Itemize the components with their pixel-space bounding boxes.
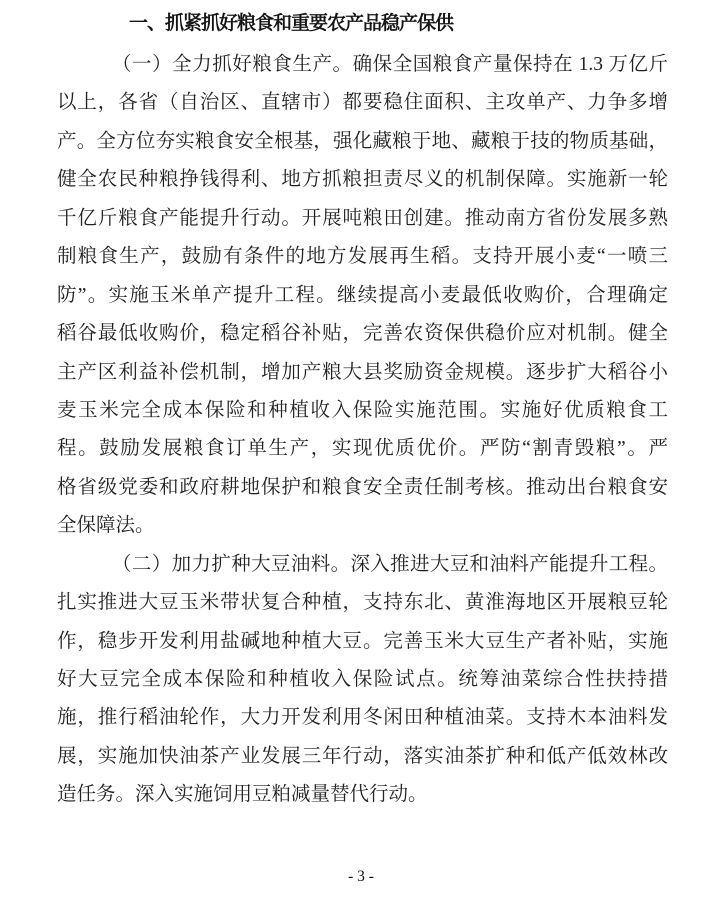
paragraph-2 [57,546,668,815]
paragraph-line: （一）全力抓好粮食生产。确保全国粮食产量保持在 1.3 万亿斤 [112,54,668,75]
page-number: - 3 - [348,868,374,885]
paragraph-line: 主产区利益补偿机制，增加产粮大县奖励资金规模。逐步扩大稻谷小 [57,361,668,383]
section-heading: 一、抓紧抓好粮食和重要农产品稳产保供 [129,13,454,34]
paragraph-line: （二）加力扩种大豆油料。深入推进大豆和油料产能提升工程。 [112,553,668,575]
paragraph-line: 以上，各省（自治区、直辖市）都要稳住面积、主攻单产、力争多增 [57,92,668,114]
paragraph-line: 制粮食生产，鼓励有条件的地方发展再生稻。支持开展小麦“一喷三 [57,246,668,268]
paragraph-line: 作，稳步开发利用盐碱地种植大豆。完善玉米大豆生产者补贴，实施 [57,630,668,652]
paragraph-line: 造任务。深入实施饲用豆粕减量替代行动。 [57,784,428,806]
paragraph-line: 健全农民种粮挣钱得利、地方抓粮担责尽义的机制保障。实施新一轮 [57,169,668,191]
paragraph-line: 好大豆完全成本保险和种植收入保险试点。统筹油菜综合性扶持措 [57,669,668,690]
paragraph-line: 千亿斤粮食产能提升行动。开展吨粮田创建。推动南方省份发展多熟 [57,207,668,229]
paragraph-line: 程。鼓励发展粮食订单生产，实现优质优价。严防“割青毁粮”。严 [57,438,668,460]
paragraph-line: 格省级党委和政府耕地保护和粮食安全责任制考核。推动出台粮食安 [57,476,668,498]
paragraph-line: 全保障法。 [57,515,155,537]
paragraph-line: 施，推行稻油轮作，大力开发利用冬闲田种植油菜。支持木本油料发 [57,707,668,729]
paragraph-line: 扎实推进大豆玉米带状复合种植，支持东北、黄淮海地区开展粮豆轮 [57,592,668,614]
paragraph-line: 防”。实施玉米单产提升工程。继续提高小麦最低收购价，合理确定 [57,284,668,306]
paragraph-line: 稻谷最低收购价，稳定稻谷补贴，完善农资保供稳价应对机制。健全 [57,323,668,345]
paragraph-line: 麦玉米完全成本保险和种植收入保险实施范围。实施好优质粮食工 [57,399,668,421]
document-body [57,46,668,815]
paragraph-line: 产。全方位夯实粮食安全根基，强化藏粮于地、藏粮于技的物质基础， [57,130,668,152]
paragraph-1 [57,46,668,546]
paragraph-line: 展，实施加快油茶产业发展三年行动，落实油茶扩种和低产低效林改 [57,745,668,767]
